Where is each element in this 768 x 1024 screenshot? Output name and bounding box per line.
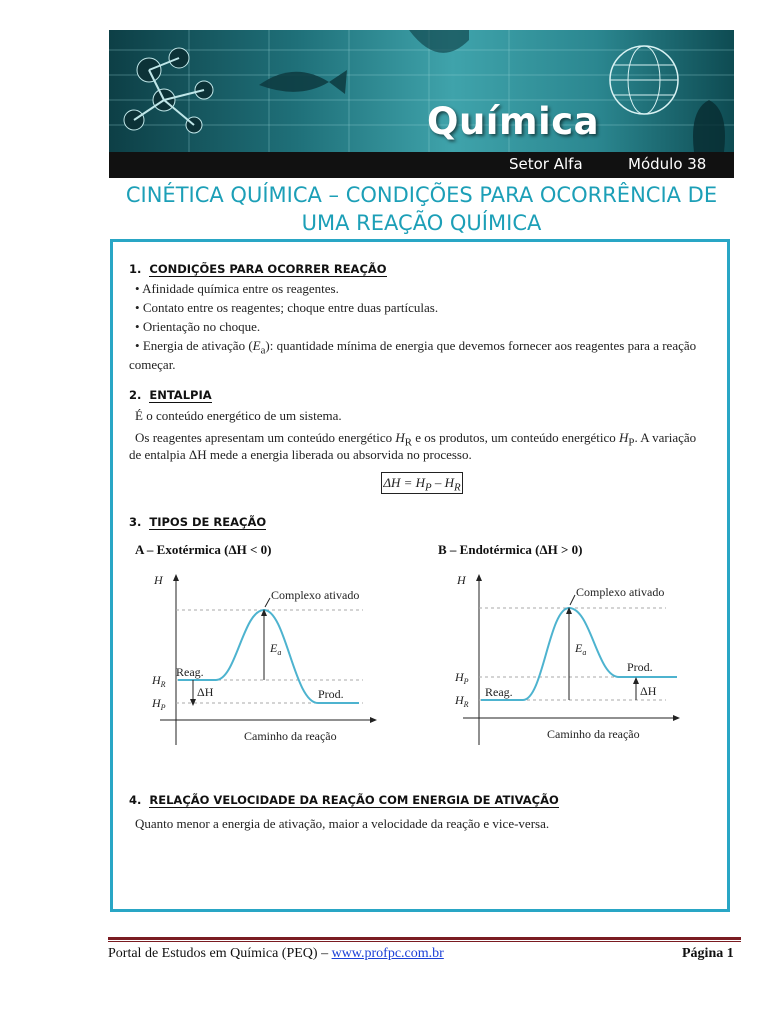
section-4-text: Quanto menor a energia de ativação, maior a velocidade da reação e vice-versa. xyxy=(135,816,550,831)
hp-subscript: P xyxy=(463,677,469,686)
bullet-text: Contato entre os reagentes; choque entre duas partículas. xyxy=(142,300,439,315)
y-axis-arrow xyxy=(476,574,482,581)
hr-label xyxy=(454,693,469,709)
hp-symbol: H xyxy=(619,430,629,445)
dh-label: ΔH xyxy=(640,684,657,698)
header-banner xyxy=(109,30,734,152)
axis-x-label: Caminho da reação xyxy=(244,729,337,743)
footer-link[interactable]: www.profpc.com.br xyxy=(331,946,444,961)
complex-pointer xyxy=(265,598,270,607)
banner-artwork xyxy=(109,30,734,152)
hp-symbol: H xyxy=(455,670,464,684)
complex-label: Complexo ativado xyxy=(576,585,665,599)
axis-y-label: H xyxy=(457,573,466,587)
section-4-number: 4. xyxy=(129,793,142,807)
hr-subscript: R xyxy=(160,680,166,689)
energy-symbol: E xyxy=(252,338,261,353)
hr-label xyxy=(151,673,166,689)
section-1-bullet: • Orientação no choque. xyxy=(135,319,261,334)
formula-hp: = H xyxy=(400,475,426,490)
hr-symbol: H xyxy=(395,430,405,445)
graph-exothermic xyxy=(148,570,378,750)
x-axis-arrow xyxy=(370,717,377,723)
bullet-text: Orientação no choque. xyxy=(142,319,261,334)
hp-label xyxy=(151,696,166,712)
graph-b-label: B – Endotérmica (ΔH > 0) xyxy=(438,542,583,557)
section-3-title: TIPOS DE REAÇÃO xyxy=(149,515,267,529)
footer-rule-thin xyxy=(108,941,741,942)
hr-symbol: H xyxy=(152,673,161,687)
banner-subbar xyxy=(109,152,734,178)
complex-label: Complexo ativado xyxy=(271,588,360,602)
section-2-title: ENTALPIA xyxy=(149,388,212,402)
reag-label: Reag. xyxy=(485,685,513,699)
prod-label: Prod. xyxy=(627,660,653,674)
banner-title: Química xyxy=(427,100,600,143)
bullet-text: Afinidade química entre os reagentes. xyxy=(142,281,339,296)
page-title-line2: UMA REAÇÃO QUÍMICA xyxy=(301,211,542,235)
dh-arrowhead xyxy=(633,677,639,684)
formula-p-sub: P xyxy=(425,481,432,494)
section-1-number: 1. xyxy=(129,262,142,276)
hr-symbol: H xyxy=(455,693,464,707)
page-title-line1: CINÉTICA QUÍMICA – CONDIÇÕES PARA OCORRÊNCIA DE xyxy=(125,183,718,207)
complex-pointer xyxy=(570,595,575,605)
energy-continuation: começar. xyxy=(129,357,176,372)
ea-symbol: E xyxy=(270,641,278,655)
formula-lhs: ΔH xyxy=(383,475,401,490)
section-2-heading xyxy=(129,388,212,402)
section-4-heading xyxy=(129,793,559,807)
ea-subscript: a xyxy=(582,648,587,657)
x-axis-arrow xyxy=(673,715,680,721)
enthalpy-formula xyxy=(381,472,463,494)
ea-subscript: a xyxy=(277,648,282,657)
y-axis-arrow xyxy=(173,574,179,581)
ea-label xyxy=(574,641,586,657)
page-number: Página 1 xyxy=(682,946,734,961)
section-1-bullet-energy: • Energia de ativação $(E_a)$: quantidade mínima de energia que devemos fornecer aos reagentes para a reação xyxy=(135,338,697,357)
enthalpy-text-b: e os produtos, um conteúdo energético xyxy=(412,430,620,445)
hp-label xyxy=(454,670,469,686)
enthalpy-text-a: Os reagentes apresentam um conteúdo energético xyxy=(135,430,396,445)
graph-a-label: A – Exotérmica (ΔH < 0) xyxy=(135,542,272,557)
enthalpy-text-c: . A variação xyxy=(634,430,697,445)
section-2-number: 2. xyxy=(129,388,142,402)
hp-symbol: H xyxy=(152,696,161,710)
footer-source xyxy=(108,946,444,962)
section-1-heading xyxy=(129,262,387,276)
content-box xyxy=(110,239,730,912)
footer-rule xyxy=(108,937,741,940)
hr-subscript: R xyxy=(463,700,469,709)
section-4-title: RELAÇÃO VELOCIDADE DA REAÇÃO COM ENERGIA DE ATIVAÇÃO xyxy=(149,793,559,807)
hp-subscript: P xyxy=(160,703,166,712)
energy-prefix: Energia de ativação ( xyxy=(142,338,253,353)
graph-endothermic xyxy=(451,570,681,750)
page-title xyxy=(109,181,734,237)
prod-label: Prod. xyxy=(318,687,344,701)
axis-y-label: H xyxy=(154,573,163,587)
hp-subscript: P xyxy=(628,436,635,449)
formula-r-sub: R xyxy=(454,481,461,494)
ea-label xyxy=(269,641,281,657)
energy-suffix: ): quantidade mínima de energia que devemos fornecer aos reagentes para a reação xyxy=(265,338,697,353)
enthalpy-text-line2: de entalpia ΔH mede a energia liberada ou absorvida no processo. xyxy=(129,447,472,462)
modulo-label: Módulo 38 xyxy=(628,155,707,173)
footer-portal-text: Portal de Estudos em Química (PEQ) – xyxy=(108,946,332,961)
section-1-bullet: • Afinidade química entre os reagentes. xyxy=(135,281,339,296)
reag-label: Reag. xyxy=(176,665,204,679)
ea-symbol: E xyxy=(575,641,583,655)
dh-label: ΔH xyxy=(197,685,214,699)
section-3-heading xyxy=(129,515,266,529)
enthalpy-definition: É o conteúdo energético de um sistema. xyxy=(135,408,342,423)
section-1-bullet: • Contato entre os reagentes; choque entre duas partículas. xyxy=(135,300,439,315)
hr-subscript: R xyxy=(404,436,413,449)
section-1-title: CONDIÇÕES PARA OCORRER REAÇÃO xyxy=(149,262,387,276)
axis-x-label: Caminho da reação xyxy=(547,727,640,741)
section-3-number: 3. xyxy=(129,515,142,529)
setor-label: Setor Alfa xyxy=(509,155,583,173)
energy-subscript: a xyxy=(260,344,266,357)
formula-hr: – H xyxy=(431,475,455,490)
